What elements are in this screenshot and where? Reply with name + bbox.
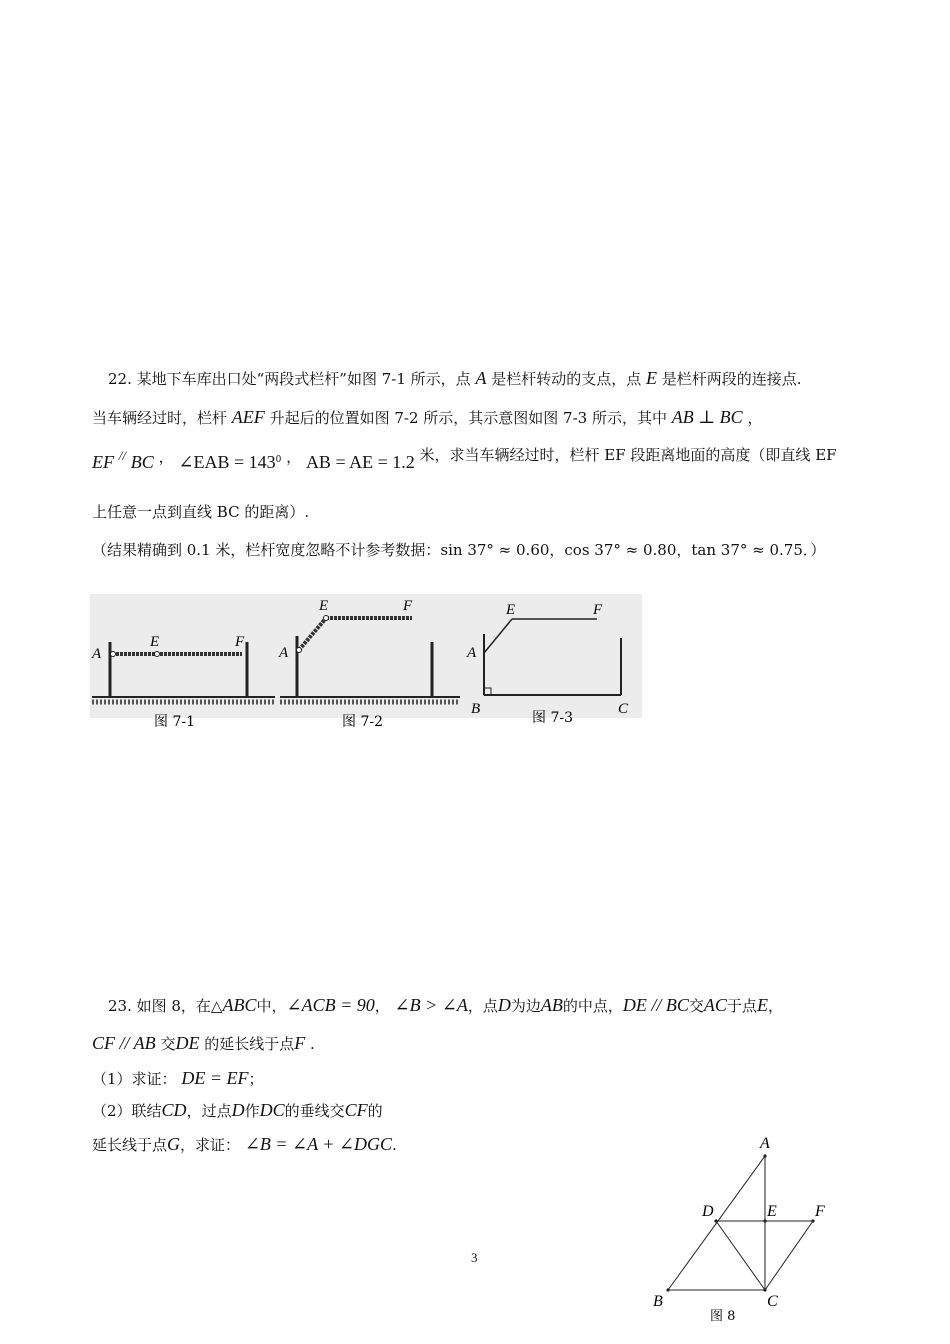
math-angle-equation: ∠B = ∠A + ∠DGC xyxy=(244,1134,393,1154)
fig8-label-f: F xyxy=(815,1203,825,1220)
q23-text: . xyxy=(392,1136,397,1154)
q23-text: ，求证： xyxy=(180,1136,241,1154)
q22-text: ， xyxy=(747,409,763,427)
q23-text: 为边 xyxy=(510,997,541,1015)
q23-text: 延长线于点 xyxy=(92,1136,168,1154)
q22-line-1 xyxy=(108,368,802,389)
q22-text: 升起后的位置如图 7-2 所示，其示意图如图 7-3 所示，其中 xyxy=(269,409,667,427)
figure-7 xyxy=(90,594,642,732)
q22-text: 当车辆经过时，栏杆 xyxy=(92,409,228,427)
fig3-label-e: E xyxy=(506,602,516,618)
q23-line-1 xyxy=(108,995,783,1016)
fig8-label-a: A xyxy=(760,1135,770,1152)
fig3-label-a: A xyxy=(467,645,477,661)
fig8-caption: 图 8 xyxy=(710,1309,736,1324)
q22-text: 是栏杆转动的支点，点 xyxy=(491,370,642,388)
math-ac: AC xyxy=(703,995,727,1015)
q22-text: 米，求当车辆经过时，栏杆 EF 段距离地面的高度（即直线 EF xyxy=(419,446,837,464)
math-angle-eab: ∠EAB = 143 xyxy=(178,452,276,472)
math-de-parallel-bc: DE // BC xyxy=(622,995,689,1015)
q22-text: 是栏杆两段的连接点. xyxy=(661,370,802,388)
math-de-equals-ef: DE = EF xyxy=(181,1068,249,1088)
math-abc: ABC xyxy=(222,995,257,1015)
q23-text: 交 xyxy=(688,997,704,1015)
q23-text: （2）联结 xyxy=(92,1102,162,1120)
q23-text: 的垂线交 xyxy=(284,1102,345,1120)
q23-text: ，过点 xyxy=(186,1102,232,1120)
math-ef: EF xyxy=(92,452,114,472)
q22-line-5: （结果精确到 0.1 米，栏杆宽度忽略不计参考数据：sin 37° ≈ 0.60，cos 37° ≈ 0.80，tan 37° ≈ 0.75．） xyxy=(92,541,826,559)
fig1-caption: 图 7-1 xyxy=(154,714,195,730)
q22-text: 22. 某地下车库出口处“两段式栏杆”如图 7-1 所示，点 xyxy=(108,370,471,388)
q23-text: ， xyxy=(374,997,390,1015)
q23-text: 的延长线于点 xyxy=(204,1035,295,1053)
figure-8 xyxy=(648,1130,838,1330)
q23-text: 的中点， xyxy=(562,997,623,1015)
q23-text: . xyxy=(310,1035,315,1053)
fig8-label-c: C xyxy=(767,1293,778,1310)
math-inequality: ∠B > ∠A xyxy=(394,995,468,1015)
point-e-symbol: E xyxy=(646,368,658,388)
q23-text: ； xyxy=(248,1070,264,1088)
math-dc: DC xyxy=(259,1100,285,1120)
figure-8-lines xyxy=(668,1156,813,1290)
math-lengths: AB = AE = 1.2 xyxy=(305,452,415,472)
point-d-symbol: D xyxy=(497,995,511,1015)
q23-part-3 xyxy=(92,1134,397,1155)
math-perpendicular: AB ⊥ BC xyxy=(671,407,743,427)
math-aef: AEF xyxy=(231,407,265,427)
point-d-symbol: D xyxy=(231,1100,245,1120)
q23-text: ，点 xyxy=(467,997,498,1015)
fig2-label-f: F xyxy=(403,598,413,614)
page-number: 3 xyxy=(471,1250,478,1265)
math-angle-acb: ∠ACB = 90 xyxy=(286,995,375,1015)
parallel-symbol: // xyxy=(118,448,127,463)
q23-text: 于点 xyxy=(726,997,757,1015)
fig3-label-c: C xyxy=(618,701,629,717)
fig1-label-a: A xyxy=(92,646,102,662)
degree-superscript: 0 xyxy=(275,455,282,465)
math-cf-parallel-ab: CF // AB xyxy=(92,1033,156,1053)
math-de: DE xyxy=(175,1033,200,1053)
point-g-symbol: G xyxy=(167,1134,181,1154)
point-f-symbol: F xyxy=(294,1033,306,1053)
q22-line-2 xyxy=(92,407,762,428)
fig2-label-e: E xyxy=(319,598,329,614)
fig2-caption: 图 7-2 xyxy=(342,714,383,730)
fig3-label-f: F xyxy=(593,602,603,618)
fig1-label-f: F xyxy=(235,634,245,650)
q23-part-1 xyxy=(92,1068,263,1089)
q23-text: 中， xyxy=(256,997,287,1015)
q22-line-4: 上任意一点到直线 BC 的距离）. xyxy=(92,503,310,521)
point-e-symbol: E xyxy=(756,995,768,1015)
point-a-symbol: A xyxy=(475,368,487,388)
math-bc: BC xyxy=(130,452,154,472)
fig2-label-a: A xyxy=(279,645,289,661)
figure-8-points xyxy=(666,1154,814,1291)
q23-text: 的 xyxy=(367,1102,383,1120)
math-cd: CD xyxy=(161,1100,187,1120)
q23-text: 作 xyxy=(244,1102,260,1120)
fig1-label-e: E xyxy=(150,634,160,650)
fig8-label-e: E xyxy=(767,1203,777,1220)
q22-line-3 xyxy=(92,446,837,474)
q23-text: （1）求证： xyxy=(92,1070,177,1088)
q22-text: ， xyxy=(158,448,174,466)
q22-text: ， xyxy=(286,448,302,466)
fig3-caption: 图 7-3 xyxy=(532,710,573,726)
math-ab: AB xyxy=(540,995,563,1015)
q23-line-2 xyxy=(92,1033,315,1054)
fig3-label-b: B xyxy=(471,701,481,717)
q23-text: 23. 如图 8，在△ xyxy=(108,997,223,1015)
fig8-label-d: D xyxy=(702,1203,714,1220)
math-cf: CF xyxy=(344,1100,368,1120)
fig8-label-b: B xyxy=(653,1293,663,1310)
q23-part-2 xyxy=(92,1100,383,1121)
q23-text: 交 xyxy=(160,1035,176,1053)
q23-text: ， xyxy=(767,997,783,1015)
